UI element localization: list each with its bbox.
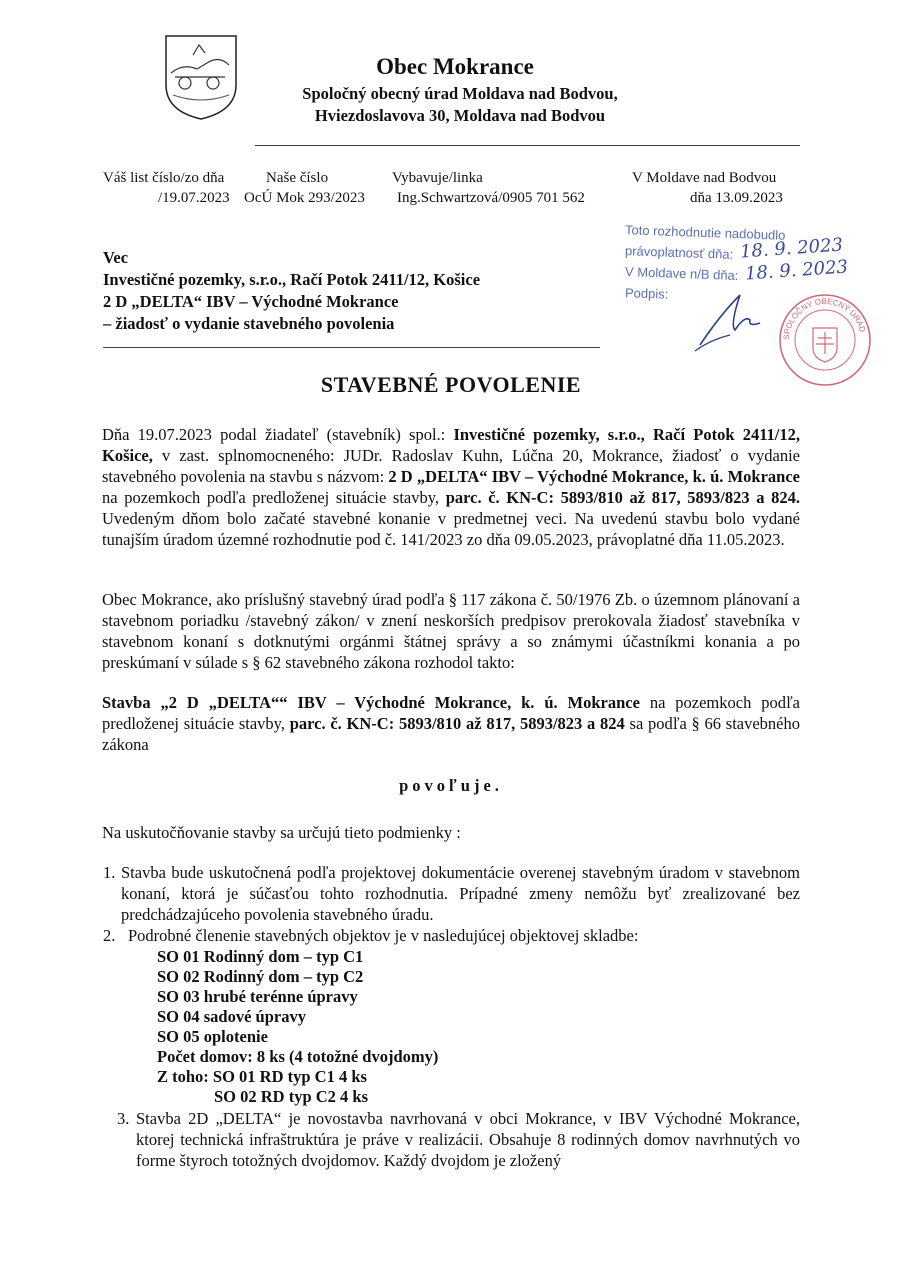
subject-line-1: Investičné pozemky, s.r.o., Račí Potok 2411/12, Košice — [103, 270, 481, 289]
condition-3-text: Stavba 2D „DELTA“ je novostavba navrhovaná v obci Mokrance, v IBV Východné Mokrance, ktorej technická infraštruktúra je práve v realizácii. Obsahuje 8 rodinných domov navrhnutých vo forme štyroch totožných dvojdomov. Každý dvojdom je zložený — [136, 1109, 800, 1170]
handwritten-date-1: 18. 9. 2023 — [739, 234, 844, 263]
office-name: Spoločný obecný úrad Moldava nad Bodvou, — [302, 84, 618, 103]
subject-line-2: 2 D „DELTA“ IBV – Východné Mokrance — [103, 292, 399, 311]
validity-stamp-line2: právoplatnosť dňa: — [624, 243, 734, 262]
condition-2-number: 2. — [103, 926, 116, 945]
object-list-item: SO 05 oplotenie — [157, 1027, 268, 1046]
conditions-intro: Na uskutočňovanie stavby sa určujú tieto podmienky : — [102, 823, 461, 842]
date-text: dňa 13.09.2023 — [690, 190, 783, 206]
handler-value: Ing.Schwartzová/0905 701 562 — [397, 190, 585, 206]
handwritten-date-2: 18. 9. 2023 — [744, 256, 849, 285]
object-count: Počet domov: 8 ks (4 totožné dvojdomy) — [157, 1047, 439, 1066]
office-title: Obec Mokrance — [376, 54, 534, 79]
validity-stamp-line3: V Moldave n/B dňa: — [624, 264, 739, 283]
header-divider — [255, 145, 800, 146]
signature-icon — [690, 285, 780, 355]
object-list-item: SO 01 Rodinný dom – typ C1 — [157, 947, 364, 966]
place-text: V Moldave nad Bodvou — [632, 170, 777, 186]
handler-label: Vybavuje/linka — [392, 170, 483, 186]
paragraph-authority: Obec Mokrance, ako príslušný stavebný úrad podľa § 117 zákona č. 50/1976 Zb. o územnom plánovaní a stavebnom poriadku /stavebný zákon/ v znení neskorších predpisov prerokovala žiadosť stavebníka v stavebnom konaní s dotknutými orgánmi štátnej správy a so známymi účastníkmi konania a po preskúmaní v súlade s § 62 stavebného zákona rozhodol takto: — [102, 590, 800, 672]
condition-1-number: 1. — [103, 863, 116, 882]
subject-label: Vec — [103, 248, 129, 267]
office-address: Hviezdoslavova 30, Moldava nad Bodvou — [314, 106, 606, 125]
decision-word: povoľuje. — [399, 776, 503, 795]
condition-3-number: 3. — [117, 1109, 130, 1128]
validity-stamp-line1: Toto rozhodnutie nadobudlo — [624, 222, 786, 243]
municipal-crest-icon — [163, 33, 239, 121]
condition-1-text: Stavba bude uskutočnená podľa projektovej dokumentácie overenej stavebným úradom v stavebnom konaní, ktorá je súčasťou tohto rozhodnutia. Prípadné zmeny nemôžu byť zrealizované bez predchádzajúceho povolenia stavebného úradu. — [121, 863, 800, 924]
object-count-breakdown: SO 02 RD typ C2 4 ks — [214, 1087, 369, 1106]
object-list-item: SO 03 hrubé terénne úpravy — [157, 987, 358, 1006]
object-list-item: SO 02 Rodinný dom – typ C2 — [157, 967, 364, 986]
paragraph-application: Dňa 19.07.2023 podal žiadateľ (stavebník) spol.: Investičné pozemky, s.r.o., Račí Potok 2411/12, Košice, v zast. splnomocneného: JUDr. Radoslav Kuhn, Lúčna 20, Mokrance, žiadosť o vydanie stavebného povolenia na stavbu s názvom: 2 D „DELTA“ IBV – Východné Mokrance, k. ú. Mokrance na pozemkoch podľa predloženej situácie stavby, parc. č. KN-C: 5893/810 až 817, 5893/823 a 824. Uvedeným dňom bolo začaté stavebné konanie v predmetnej veci. Na uvedenú stavbu bolo vydané tunajším úradom územné rozhodnutie pod č. 141/2023 zo dňa 09.05.2023, právoplatné dňa 11.05.2023. — [102, 425, 800, 549]
svg-text:SPOLOČNÝ OBECNÝ ÚRAD: SPOLOČNÝ OBECNÝ ÚRAD — [781, 296, 868, 341]
subject-divider — [103, 347, 600, 348]
our-number-label: Naše číslo — [266, 170, 329, 186]
ref-value: /19.07.2023 — [158, 190, 230, 206]
validity-stamp-line4: Podpis: — [624, 285, 669, 302]
object-count-breakdown: Z toho: SO 01 RD typ C1 4 ks — [157, 1067, 367, 1086]
subject-line-3: – žiadosť o vydanie stavebného povolenia — [103, 314, 395, 333]
paragraph-construction: Stavba „2 D „DELTA““ IBV – Východné Mokrance, k. ú. Mokrance na pozemkoch podľa predloženej situácie stavby, parc. č. KN-C: 5893/810 až 817, 5893/823 a 824 sa podľa § 66 stavebného zákona — [102, 693, 801, 754]
document-title: STAVEBNÉ POVOLENIE — [320, 372, 582, 397]
object-list-item: SO 04 sadové úpravy — [157, 1007, 306, 1026]
our-number-value: OcÚ Mok 293/2023 — [244, 190, 365, 206]
condition-2-text: Podrobné členenie stavebných objektov je v nasledujúcej objektovej skladbe: — [128, 926, 639, 945]
ref-label: Váš list číslo/zo dňa — [103, 170, 225, 186]
